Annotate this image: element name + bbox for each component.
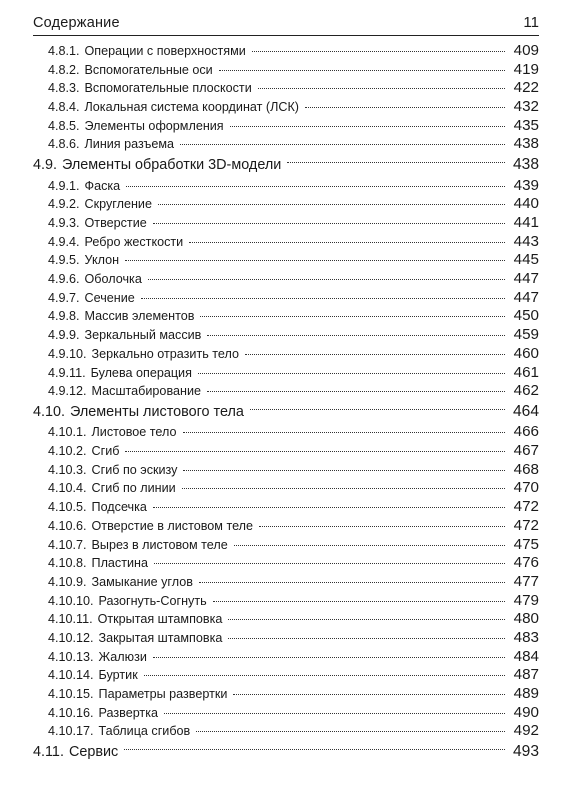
toc-entry-title: Операции с поверхностями	[84, 44, 246, 58]
toc-subsection-entry[interactable]	[33, 704, 539, 723]
toc-entry-page: 493	[512, 743, 539, 761]
toc-entry-number: 4.10.14.	[48, 668, 94, 683]
toc-entry-page: 467	[513, 442, 539, 460]
toc-entry-page: 447	[513, 288, 539, 306]
toc-entry-title: Зеркально отразить тело	[91, 346, 239, 361]
dot-leader	[228, 638, 505, 639]
toc-entry-page: 447	[513, 270, 539, 288]
toc-entry-title: Уклон	[84, 253, 120, 268]
toc-entry-number: 4.9.12.	[48, 384, 87, 399]
toc-entry-title: Фаска	[84, 178, 121, 193]
toc-entry-title: Пластина	[91, 556, 148, 571]
toc-entry-number: 4.10.9.	[48, 574, 87, 589]
toc-entry-page: 464	[512, 403, 539, 421]
toc-entry-page: 475	[513, 535, 539, 553]
dot-leader	[153, 657, 505, 658]
toc-entry-number: 4.10.17.	[48, 724, 94, 739]
toc-entry-title: Булева операция	[90, 365, 192, 380]
toc-subsection-entry[interactable]	[33, 461, 539, 480]
toc-entry-number: 4.10.2.	[48, 444, 87, 459]
dot-leader	[245, 354, 505, 355]
toc-subsection-entry[interactable]	[33, 289, 539, 308]
toc-entry-page: 460	[513, 344, 539, 362]
toc-entry-title: Линия разъема	[84, 137, 175, 152]
toc-entry-page: 470	[513, 479, 539, 497]
toc-entry-number: 4.10.8.	[48, 556, 87, 571]
dot-leader	[207, 335, 505, 336]
dot-leader	[198, 373, 505, 374]
toc-entry-number: 4.10.1.	[48, 425, 87, 440]
toc-entry-page: 438	[512, 156, 539, 174]
toc-entry-page: 459	[513, 326, 539, 344]
dot-leader	[196, 731, 505, 732]
toc-subsection-entry[interactable]	[33, 98, 539, 117]
toc-entry-title: Сгиб	[91, 444, 120, 459]
dot-leader	[125, 451, 505, 452]
toc-entry-number: 4.8.6.	[48, 137, 80, 152]
toc-entry-number: 4.8.5.	[48, 118, 80, 133]
toc-entry-number: 4.10.6.	[48, 518, 87, 533]
toc-entry-title: Отверстие в листовом теле	[91, 518, 254, 533]
toc-entry-number: 4.10.5.	[48, 500, 87, 515]
toc-entry-page: 450	[513, 307, 539, 325]
toc-subsection-entry[interactable]	[33, 498, 539, 517]
toc-subsection-entry[interactable]	[33, 42, 539, 61]
toc-entry-number: 4.9.1.	[48, 178, 80, 193]
toc-entry-title: Массив элементов	[84, 309, 195, 324]
toc-section-entry[interactable]	[33, 401, 539, 424]
toc-subsection-entry[interactable]	[33, 214, 539, 233]
dot-leader	[207, 391, 505, 392]
page-number: 11	[523, 14, 539, 31]
toc-entry-number: 4.10.	[33, 404, 66, 421]
dot-leader	[164, 713, 505, 714]
dot-leader	[154, 563, 505, 564]
toc-entry-title: Оболочка	[84, 272, 142, 287]
toc-entry-number: 4.8.1.	[48, 44, 80, 58]
toc-subsection-entry[interactable]	[33, 270, 539, 289]
dot-leader	[233, 694, 505, 695]
toc-entry-title: Таблица сгибов	[98, 724, 191, 739]
toc-entry-number: 4.10.15.	[48, 687, 94, 701]
toc-entry-title: Элементы листового тела	[70, 404, 244, 421]
toc-entry-page: 479	[513, 591, 539, 609]
toc-entry-page: 445	[513, 251, 539, 269]
toc-entry-title: Элементы обработки 3D-модели	[62, 157, 282, 174]
toc-subsection-entry[interactable]	[33, 666, 539, 685]
toc-entry-number: 4.9.8.	[48, 309, 80, 324]
toc-entry-page: 466	[513, 423, 539, 441]
dot-leader	[219, 70, 505, 71]
toc-entry-title: Развертка	[98, 705, 158, 720]
toc-subsection-entry[interactable]	[33, 517, 539, 536]
dot-leader	[234, 545, 505, 546]
toc-entry-number: 4.10.10.	[48, 593, 94, 608]
toc-entry-title: Открытая штамповка	[97, 612, 223, 627]
toc-entry-page: 422	[513, 79, 539, 97]
toc-entry-page: 472	[513, 516, 539, 534]
toc-subsection-entry[interactable]	[33, 117, 539, 136]
toc-entry-number: 4.10.3.	[48, 462, 87, 477]
toc-subsection-entry[interactable]	[33, 307, 539, 326]
toc-entry-title: Масштабирование	[91, 384, 201, 399]
toc-entry-page: 483	[513, 628, 539, 646]
dot-leader	[250, 409, 505, 410]
toc-section-entry[interactable]	[33, 741, 539, 764]
toc-subsection-entry[interactable]	[33, 177, 539, 196]
toc-entry-title: Сгиб по эскизу	[91, 462, 178, 477]
toc-entry-page: 462	[513, 382, 539, 400]
toc-entry-page: 477	[513, 572, 539, 590]
toc-entry-title: Сервис	[68, 744, 119, 761]
toc-subsection-entry[interactable]	[33, 382, 539, 401]
toc-entry-title: Сгиб по линии	[91, 481, 176, 496]
dot-leader	[287, 162, 505, 163]
dot-leader	[148, 279, 505, 280]
toc-subsection-entry[interactable]	[33, 135, 539, 154]
toc-entry-title: Замыкание углов	[91, 574, 193, 589]
toc-entry-page: 476	[513, 554, 539, 572]
toc-entry-title: Вспомогательные плоскости	[84, 81, 252, 96]
toc-entry-page: 438	[513, 135, 539, 153]
toc-entry-number: 4.9.5.	[48, 253, 80, 268]
toc-entry-number: 4.10.11.	[48, 612, 93, 627]
toc-subsection-entry[interactable]	[33, 722, 539, 741]
toc-entry-title: Разогнуть-Согнуть	[98, 593, 207, 608]
dot-leader	[228, 619, 505, 620]
toc-entry-page: 487	[513, 666, 539, 684]
toc-entry-title: Локальная система координат (ЛСК)	[84, 100, 299, 115]
dot-leader	[125, 260, 505, 261]
dot-leader	[158, 204, 505, 205]
toc-entry-page: 409	[513, 42, 539, 59]
toc-entry-title: Вырез в листовом теле	[91, 537, 228, 552]
toc-subsection-entry[interactable]	[33, 233, 539, 252]
dot-leader	[258, 88, 505, 89]
toc-entry-title: Элементы оформления	[84, 118, 224, 133]
dot-leader	[124, 749, 505, 750]
dot-leader	[200, 316, 505, 317]
toc-entry-title: Листовое тело	[91, 425, 177, 440]
toc-entry-title: Сечение	[84, 290, 135, 305]
toc-entry-title: Ребро жесткости	[84, 234, 184, 249]
toc-entry-number: 4.9.	[33, 157, 58, 174]
toc-entry-title: Отверстие	[84, 216, 147, 230]
dot-leader	[182, 488, 505, 489]
toc-entry-number: 4.8.3.	[48, 81, 80, 96]
toc-entry-title: Подсечка	[91, 500, 147, 515]
dot-leader	[199, 582, 505, 583]
toc-subsection-entry[interactable]	[33, 554, 539, 573]
toc-entry-title: Вспомогательные оси	[84, 62, 213, 77]
toc-subsection-entry[interactable]	[33, 629, 539, 648]
toc-subsection-entry[interactable]	[33, 195, 539, 214]
toc-subsection-entry[interactable]	[33, 79, 539, 98]
table-of-contents	[33, 42, 539, 764]
toc-subsection-entry[interactable]	[33, 573, 539, 592]
toc-entry-page: 440	[513, 195, 539, 213]
toc-subsection-entry[interactable]	[33, 648, 539, 667]
toc-entry-page: 461	[513, 363, 539, 381]
toc-entry-page: 439	[513, 176, 539, 194]
toc-entry-number: 4.9.6.	[48, 272, 80, 287]
dot-leader	[230, 126, 505, 127]
toc-subsection-entry[interactable]	[33, 479, 539, 498]
toc-subsection-entry[interactable]	[33, 326, 539, 345]
dot-leader	[213, 601, 505, 602]
toc-entry-number: 4.9.11.	[48, 365, 86, 380]
dot-leader	[144, 675, 505, 676]
toc-entry-title: Буртик	[98, 668, 138, 683]
toc-entry-title: Зеркальный массив	[84, 328, 202, 343]
toc-entry-page: 468	[513, 460, 539, 478]
toc-entry-page: 484	[513, 647, 539, 665]
toc-entry-page: 480	[513, 610, 539, 628]
toc-subsection-entry[interactable]	[33, 536, 539, 555]
toc-entry-number: 4.10.7.	[48, 537, 87, 552]
toc-entry-page: 490	[513, 703, 539, 721]
toc-entry-number: 4.9.10.	[48, 346, 87, 361]
toc-entry-number: 4.8.4.	[48, 100, 80, 115]
toc-entry-page: 441	[513, 214, 539, 231]
dot-leader	[183, 470, 505, 471]
toc-entry-number: 4.10.16.	[48, 705, 94, 720]
toc-entry-page: 489	[513, 685, 539, 702]
toc-entry-page: 435	[513, 116, 539, 134]
toc-subsection-entry[interactable]	[33, 442, 539, 461]
toc-entry-title: Параметры развертки	[98, 687, 228, 701]
toc-entry-title: Закрытая штамповка	[98, 630, 223, 645]
toc-entry-title: Жалюзи	[98, 649, 147, 664]
toc-entry-number: 4.10.4.	[48, 481, 87, 496]
dot-leader	[153, 507, 505, 508]
toc-section-entry[interactable]	[33, 154, 539, 177]
dot-leader	[126, 186, 505, 187]
toc-entry-page: 472	[513, 498, 539, 516]
toc-entry-page: 492	[513, 722, 539, 740]
page-header	[33, 8, 539, 36]
toc-subsection-entry[interactable]	[33, 685, 539, 704]
toc-entry-page: 432	[513, 98, 539, 116]
toc-entry-number: 4.8.2.	[48, 62, 80, 77]
dot-leader	[305, 107, 505, 108]
toc-subsection-entry[interactable]	[33, 364, 539, 383]
toc-entry-number: 4.9.2.	[48, 197, 80, 212]
toc-entry-number: 4.9.4.	[48, 234, 80, 249]
toc-subsection-entry[interactable]	[33, 610, 539, 629]
dot-leader	[141, 298, 505, 299]
toc-subsection-entry[interactable]	[33, 592, 539, 611]
toc-entry-number: 4.9.9.	[48, 328, 80, 343]
toc-subsection-entry[interactable]	[33, 345, 539, 364]
toc-entry-number: 4.9.7.	[48, 290, 80, 305]
toc-subsection-entry[interactable]	[33, 423, 539, 442]
toc-entry-number: 4.9.3.	[48, 216, 80, 230]
toc-entry-number: 4.11.	[33, 744, 64, 761]
toc-subsection-entry[interactable]	[33, 251, 539, 270]
dot-leader	[183, 432, 505, 433]
toc-entry-page: 443	[513, 232, 539, 250]
toc-entry-page: 419	[513, 60, 539, 78]
toc-subsection-entry[interactable]	[33, 61, 539, 80]
toc-entry-title: Скругление	[84, 197, 152, 212]
running-title: Содержание	[33, 15, 120, 31]
dot-leader	[259, 526, 505, 527]
dot-leader	[180, 144, 505, 145]
dot-leader	[252, 51, 505, 52]
toc-entry-number: 4.10.13.	[48, 649, 94, 664]
dot-leader	[189, 242, 505, 243]
dot-leader	[153, 223, 505, 224]
toc-entry-number: 4.10.12.	[48, 630, 94, 645]
